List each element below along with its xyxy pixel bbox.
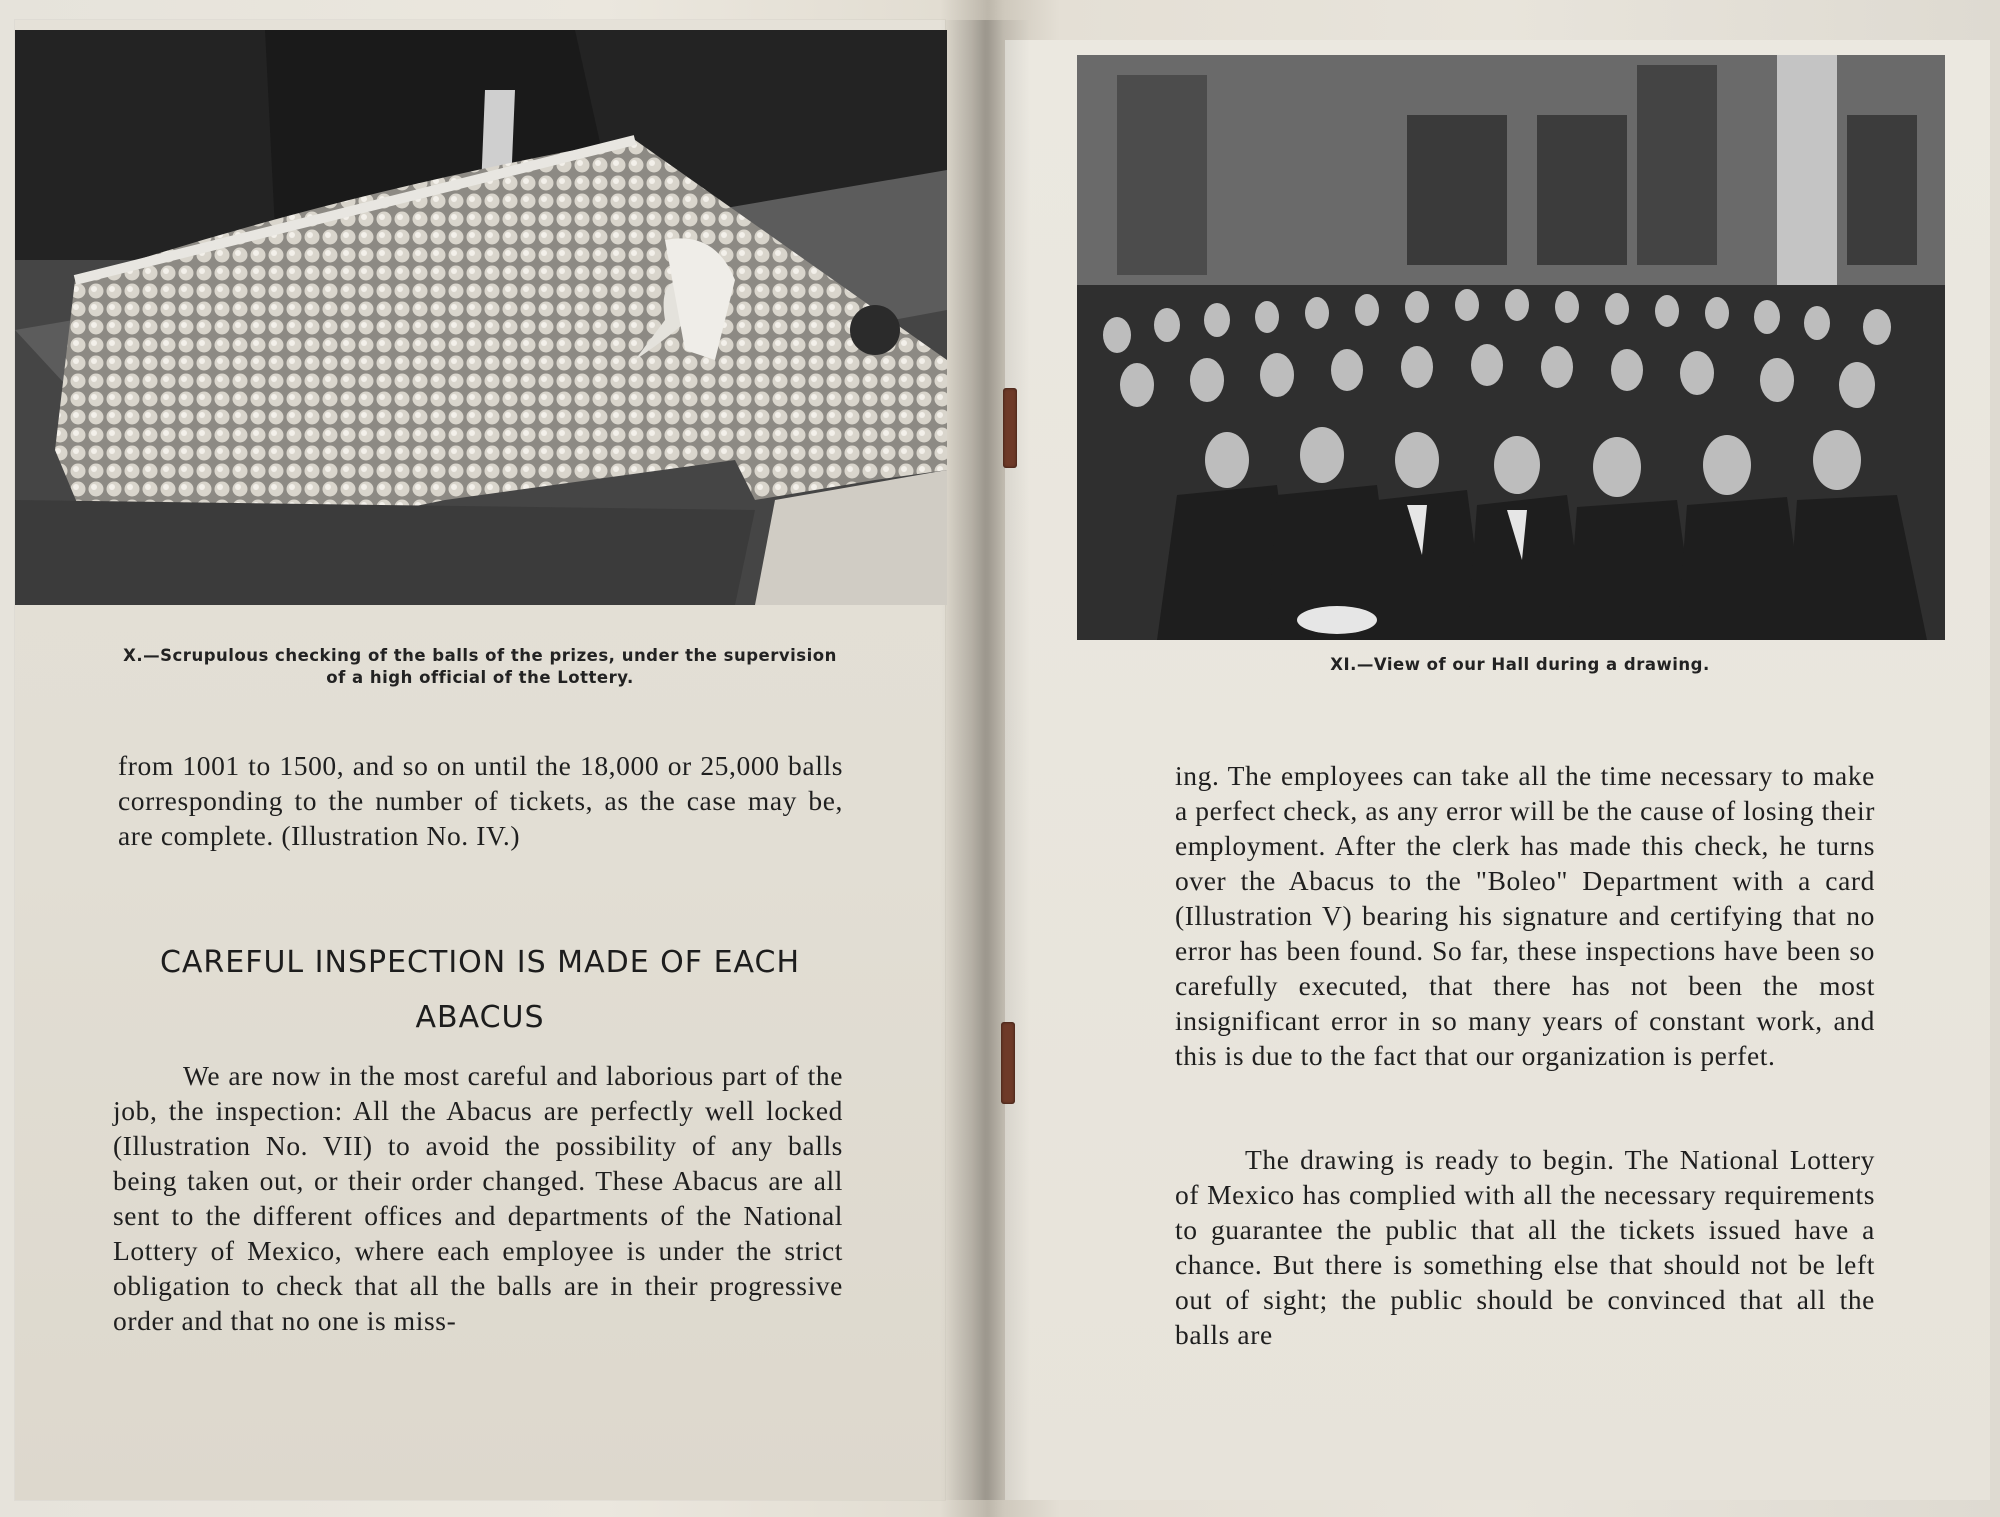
paragraph-text: from 1001 to 1500, and so on until the 18,000 or 25,000 balls corresponding to the number of tickets, as the case may be, are complete. (Illustration No. IV.) — [118, 750, 843, 851]
staple-top — [1003, 388, 1017, 468]
paragraph-text: ing. The employees can take all the time necessary to make a perfect check, as any error will be the cause of losing their employment. After the clerk has made this check, he turns over the Abacus to the "Boleo" Department with a card (Illustration V) bearing his signature and certifying that no error has been found. So far, these inspections have been so carefully executed, that there has not been the most insignificant error in so many years of constant work, and this is due to the fact that our organization is perfet. — [1175, 760, 1875, 1071]
right-paragraph-2 — [1175, 1142, 1875, 1352]
section-heading — [115, 935, 845, 1045]
abacus-photo — [15, 30, 947, 605]
photo-x-caption — [60, 645, 900, 689]
heading-line-2: ABACUS — [415, 1000, 545, 1035]
staple-bottom — [1001, 1022, 1015, 1104]
hall-photo — [1077, 55, 1945, 640]
photo-xi-caption: XI.—View of our Hall during a drawing. — [1330, 655, 1710, 674]
right-paragraph-1 — [1175, 758, 1875, 1073]
caption-line-1: X.—Scrupulous checking of the balls of the prizes, under the supervision — [123, 646, 837, 665]
gutter-shadow — [940, 20, 1030, 1500]
heading-line-1: CAREFUL INSPECTION IS MADE OF EACH — [159, 945, 801, 980]
left-paragraph-2 — [113, 1058, 843, 1338]
left-paragraph-1 — [118, 748, 843, 853]
paragraph-text: The drawing is ready to begin. The National Lottery of Mexico has complied with all the necessary requirements to guarantee the public that all the tickets issued have a chance. But there is something else that should not be left out of sight; the public should be convinced that all the balls are — [1175, 1144, 1875, 1350]
abacus-illustration — [15, 30, 947, 605]
hall-illustration — [1077, 55, 1945, 640]
paragraph-text: We are now in the most careful and laborious part of the job, the inspection: All the Abacus are perfectly well locked (Illustration No. VII) to avoid the possibility of any balls being taken out, or their order changed. These Abacus are all sent to the different offices and departments of the National Lottery of Mexico, where each employee is under the strict obligation to check that all the balls are in their progressive order and that no one is miss- — [113, 1060, 843, 1336]
caption-line-2: of a high official of the Lottery. — [326, 668, 634, 687]
